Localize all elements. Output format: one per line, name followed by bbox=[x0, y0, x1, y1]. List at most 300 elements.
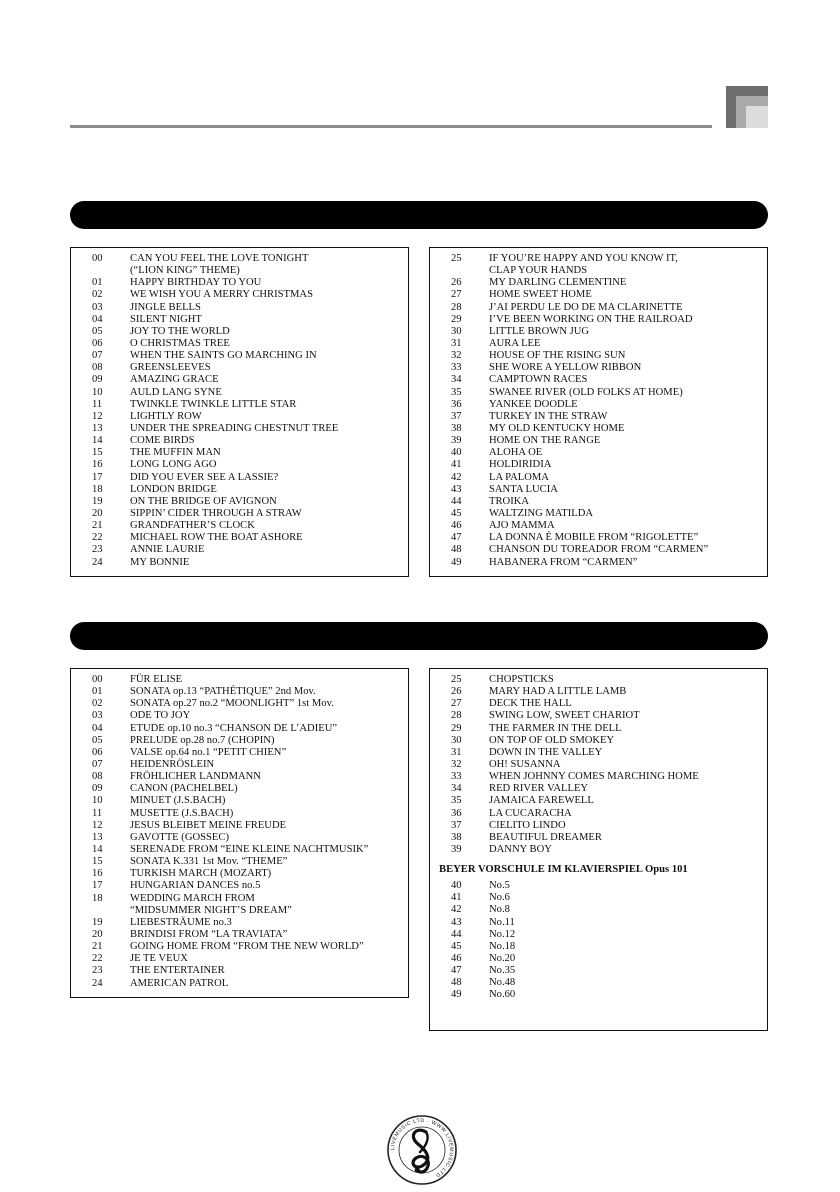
item-number: 38 bbox=[451, 831, 462, 843]
item-title: JE TE VEUX bbox=[130, 953, 188, 965]
item-title: IF YOU’RE HAPPY AND YOU KNOW IT, bbox=[489, 253, 678, 264]
item-number: 11 bbox=[92, 807, 103, 819]
item-number: 03 bbox=[92, 301, 103, 313]
list-item bbox=[71, 338, 408, 350]
list-item bbox=[430, 771, 767, 783]
item-title: AMAZING GRACE bbox=[130, 374, 219, 386]
list-item bbox=[430, 965, 767, 977]
section2-right-beyer bbox=[430, 880, 767, 1001]
list-item bbox=[430, 747, 767, 759]
item-number: 13 bbox=[92, 422, 103, 434]
item-number: 07 bbox=[92, 758, 103, 770]
list-item bbox=[71, 686, 408, 698]
item-number: 01 bbox=[92, 686, 103, 698]
item-number: 10 bbox=[92, 795, 103, 807]
item-number: 09 bbox=[92, 783, 103, 795]
item-number: 14 bbox=[92, 843, 103, 855]
item-title: SERENADE FROM “EINE KLEINE NACHTMUSIK” bbox=[130, 843, 369, 855]
item-title: COME BIRDS bbox=[130, 435, 195, 447]
item-title: TURKISH MARCH (MOZART) bbox=[130, 868, 272, 880]
item-number: 16 bbox=[92, 459, 103, 471]
list-item bbox=[430, 399, 767, 411]
item-title: JINGLE BELLS bbox=[130, 301, 201, 313]
item-title: SWING LOW, SWEET CHARIOT bbox=[489, 710, 640, 722]
item-number: 28 bbox=[451, 301, 462, 313]
list-item bbox=[71, 771, 408, 783]
list-item bbox=[430, 508, 767, 520]
item-number: 29 bbox=[451, 722, 462, 734]
item-title: MUSETTE (J.S.BACH) bbox=[130, 807, 234, 819]
list-item bbox=[71, 532, 408, 544]
item-title: SIPPIN’ CIDER THROUGH A STRAW bbox=[130, 507, 302, 519]
list-item bbox=[71, 808, 408, 820]
item-title: ALOHA OE bbox=[489, 447, 543, 459]
list-item bbox=[71, 832, 408, 844]
item-number: 39 bbox=[451, 435, 462, 447]
list-item bbox=[71, 735, 408, 747]
list-item bbox=[71, 314, 408, 326]
item-number: 12 bbox=[92, 819, 103, 831]
item-title: SONATA op.13 “PATHÉTIQUE” 2nd Mov. bbox=[130, 686, 316, 698]
item-number: 02 bbox=[92, 698, 103, 710]
item-title: MY BONNIE bbox=[130, 556, 190, 568]
item-title: CHOPSTICKS bbox=[489, 674, 554, 685]
list-item bbox=[71, 508, 408, 520]
section2-left-list bbox=[70, 668, 409, 998]
list-item bbox=[71, 326, 408, 338]
item-number: 18 bbox=[92, 892, 103, 904]
item-title: AMERICAN PATROL bbox=[130, 977, 229, 989]
item-title: LONG LONG AGO bbox=[130, 459, 217, 471]
list-item bbox=[71, 905, 408, 917]
item-number: 34 bbox=[451, 783, 462, 795]
item-number: 32 bbox=[451, 758, 462, 770]
item-number: 49 bbox=[451, 556, 462, 568]
item-number: 03 bbox=[92, 710, 103, 722]
item-title: ON TOP OF OLD SMOKEY bbox=[489, 734, 615, 746]
list-item bbox=[430, 289, 767, 301]
item-title: HAPPY BIRTHDAY TO YOU bbox=[130, 277, 262, 289]
list-item bbox=[430, 253, 767, 265]
list-item bbox=[71, 557, 408, 569]
item-number: 25 bbox=[451, 674, 462, 685]
list-item bbox=[430, 795, 767, 807]
list-item bbox=[71, 759, 408, 771]
item-number: 14 bbox=[92, 435, 103, 447]
item-number bbox=[430, 265, 489, 277]
list-item bbox=[430, 459, 767, 471]
list-item bbox=[71, 253, 408, 265]
item-title: ODE TO JOY bbox=[130, 710, 191, 722]
list-item bbox=[430, 302, 767, 314]
list-item bbox=[71, 965, 408, 977]
item-number: 47 bbox=[451, 532, 462, 544]
item-title: THE ENTERTAINER bbox=[130, 965, 225, 977]
item-title: WHEN JOHNNY COMES MARCHING HOME bbox=[489, 771, 699, 783]
item-number: 37 bbox=[451, 819, 462, 831]
list-item bbox=[430, 892, 767, 904]
item-title: HOUSE OF THE RISING SUN bbox=[489, 350, 626, 362]
item-title: CLAP YOUR HANDS bbox=[489, 265, 588, 277]
item-number: 22 bbox=[92, 532, 103, 544]
logo-ring-text: LIVEMUSIC LTD · WWW.LIVEMUSIC.LTD bbox=[389, 1117, 455, 1179]
item-title: YANKEE DOODLE bbox=[489, 398, 578, 410]
list-item bbox=[71, 929, 408, 941]
item-number: 07 bbox=[92, 350, 103, 362]
item-number: 27 bbox=[451, 289, 462, 301]
list-item bbox=[71, 893, 408, 905]
item-title: JOY TO THE WORLD bbox=[130, 325, 230, 337]
list-item bbox=[71, 399, 408, 411]
list-item bbox=[430, 277, 767, 289]
item-number: 21 bbox=[92, 520, 103, 532]
item-number: 30 bbox=[451, 734, 462, 746]
item-title: HUNGARIAN DANCES no.5 bbox=[130, 880, 261, 892]
item-title: GOING HOME FROM “FROM THE NEW WORLD” bbox=[130, 941, 364, 953]
list-item bbox=[430, 350, 767, 362]
item-number: 44 bbox=[451, 928, 462, 940]
item-title: OH! SUSANNA bbox=[489, 758, 561, 770]
list-item bbox=[430, 435, 767, 447]
item-number: 20 bbox=[92, 928, 103, 940]
item-title: CAN YOU FEEL THE LOVE TONIGHT bbox=[130, 253, 309, 264]
item-title: DID YOU EVER SEE A LASSIE? bbox=[130, 471, 279, 483]
item-number: 05 bbox=[92, 325, 103, 337]
item-title: MY DARLING CLEMENTINE bbox=[489, 277, 627, 289]
list-item bbox=[71, 941, 408, 953]
item-number: 15 bbox=[92, 856, 103, 868]
item-title: No.6 bbox=[489, 892, 510, 904]
list-item bbox=[71, 844, 408, 856]
item-number: 31 bbox=[451, 746, 462, 758]
item-title: AURA LEE bbox=[489, 337, 541, 349]
list-item bbox=[430, 880, 767, 892]
item-title: HABANERA FROM “CARMEN” bbox=[489, 556, 638, 568]
item-title: AJO MAMMA bbox=[489, 520, 555, 532]
item-title: LA DONNA É MOBILE FROM “RIGOLETTE” bbox=[489, 532, 699, 544]
item-title: HOME ON THE RANGE bbox=[489, 435, 601, 447]
item-title: CAMPTOWN RACES bbox=[489, 374, 588, 386]
list-item bbox=[430, 686, 767, 698]
item-title: VALSE op.64 no.1 “PETIT CHIEN” bbox=[130, 746, 287, 758]
list-item bbox=[430, 783, 767, 795]
list-item bbox=[430, 832, 767, 844]
list-item bbox=[71, 472, 408, 484]
header-rule bbox=[70, 125, 712, 128]
list-item bbox=[430, 820, 767, 832]
list-item bbox=[71, 698, 408, 710]
list-item bbox=[430, 362, 767, 374]
list-item bbox=[71, 362, 408, 374]
item-title: LONDON BRIDGE bbox=[130, 483, 217, 495]
item-number: 48 bbox=[451, 977, 462, 989]
item-title: No.5 bbox=[489, 880, 510, 892]
item-title: SHE WORE A YELLOW RIBBON bbox=[489, 362, 642, 374]
item-number: 39 bbox=[451, 843, 462, 855]
item-title: No.11 bbox=[489, 916, 515, 928]
item-number: 35 bbox=[451, 386, 462, 398]
item-title: JAMAICA FAREWELL bbox=[489, 795, 594, 807]
item-title: MICHAEL ROW THE BOAT ASHORE bbox=[130, 532, 303, 544]
section2-header-bar bbox=[70, 622, 768, 650]
item-title: DECK THE HALL bbox=[489, 698, 572, 710]
item-title: MY OLD KENTUCKY HOME bbox=[489, 422, 625, 434]
item-number: 41 bbox=[451, 459, 462, 471]
item-title: HOLDIRIDIA bbox=[489, 459, 552, 471]
item-title: WALTZING MATILDA bbox=[489, 507, 594, 519]
item-title: SONATA op.27 no.2 “MOONLIGHT” 1st Mov. bbox=[130, 698, 334, 710]
item-title: TWINKLE TWINKLE LITTLE STAR bbox=[130, 398, 297, 410]
item-title: TURKEY IN THE STRAW bbox=[489, 410, 608, 422]
list-item bbox=[430, 929, 767, 941]
list-item bbox=[430, 484, 767, 496]
item-title: LIGHTLY ROW bbox=[130, 410, 202, 422]
item-number: 25 bbox=[451, 253, 462, 264]
section1-header-bar bbox=[70, 201, 768, 229]
item-number: 46 bbox=[451, 520, 462, 532]
list-item bbox=[430, 265, 767, 277]
item-title: SONATA K.331 1st Mov. “THEME” bbox=[130, 856, 288, 868]
list-item bbox=[430, 326, 767, 338]
list-item bbox=[430, 520, 767, 532]
item-number: 43 bbox=[451, 483, 462, 495]
item-number: 01 bbox=[92, 277, 103, 289]
item-title: No.12 bbox=[489, 928, 516, 940]
list-item bbox=[71, 435, 408, 447]
list-item bbox=[71, 674, 408, 686]
list-item bbox=[430, 411, 767, 423]
item-number: 26 bbox=[451, 277, 462, 289]
item-number: 06 bbox=[92, 746, 103, 758]
item-number bbox=[71, 905, 130, 917]
section2-right-list bbox=[429, 668, 768, 1031]
list-item bbox=[430, 698, 767, 710]
item-number: 49 bbox=[451, 989, 462, 1001]
item-number: 35 bbox=[451, 795, 462, 807]
item-number: 32 bbox=[451, 350, 462, 362]
list-item bbox=[71, 289, 408, 301]
item-title: SWANEE RIVER (OLD FOLKS AT HOME) bbox=[489, 386, 683, 398]
list-item bbox=[71, 820, 408, 832]
list-item bbox=[430, 544, 767, 556]
list-item bbox=[430, 989, 767, 1001]
item-title: No.8 bbox=[489, 904, 510, 916]
list-item bbox=[430, 977, 767, 989]
list-item bbox=[71, 484, 408, 496]
item-number: 47 bbox=[451, 965, 462, 977]
item-title: CHANSON DU TOREADOR FROM “CARMEN” bbox=[489, 544, 709, 556]
list-item bbox=[71, 459, 408, 471]
item-number: 17 bbox=[92, 471, 103, 483]
item-number: 28 bbox=[451, 710, 462, 722]
list-item bbox=[71, 856, 408, 868]
item-number: 45 bbox=[451, 940, 462, 952]
list-item bbox=[430, 710, 767, 722]
item-title: I’VE BEEN WORKING ON THE RAILROAD bbox=[489, 313, 693, 325]
item-title: GAVOTTE (GOSSEC) bbox=[130, 831, 229, 843]
item-number: 36 bbox=[451, 398, 462, 410]
list-item bbox=[430, 735, 767, 747]
list-item bbox=[430, 447, 767, 459]
item-number: 42 bbox=[451, 904, 462, 916]
list-item bbox=[430, 953, 767, 965]
item-title: No.60 bbox=[489, 989, 516, 1001]
item-number: 00 bbox=[92, 253, 103, 264]
list-item bbox=[430, 844, 767, 856]
item-title: ETUDE op.10 no.3 “CHANSON DE L’ADIEU” bbox=[130, 722, 338, 734]
item-number: 19 bbox=[92, 916, 103, 928]
list-item bbox=[71, 277, 408, 289]
list-item bbox=[430, 759, 767, 771]
item-number: 42 bbox=[451, 471, 462, 483]
list-item bbox=[430, 338, 767, 350]
item-number: 31 bbox=[451, 337, 462, 349]
list-item bbox=[71, 423, 408, 435]
section1-left-list bbox=[70, 247, 409, 577]
item-number: 45 bbox=[451, 507, 462, 519]
item-title: No.48 bbox=[489, 977, 516, 989]
item-number: 00 bbox=[92, 674, 103, 685]
section2-right-main bbox=[430, 674, 767, 856]
item-title: HOME SWEET HOME bbox=[489, 289, 592, 301]
item-title: SANTA LUCIA bbox=[489, 483, 558, 495]
item-title: J’AI PERDU LE DO DE MA CLARINETTE bbox=[489, 301, 683, 313]
item-number: 15 bbox=[92, 447, 103, 459]
item-number: 08 bbox=[92, 362, 103, 374]
list-item bbox=[71, 302, 408, 314]
item-number: 40 bbox=[451, 880, 462, 892]
item-number: 12 bbox=[92, 410, 103, 422]
beyer-subheading: BEYER VORSCHULE IM KLAVIERSPIEL Opus 101 bbox=[439, 864, 688, 876]
item-title: RED RIVER VALLEY bbox=[489, 783, 589, 795]
item-title: CANON (PACHELBEL) bbox=[130, 783, 238, 795]
item-number: 33 bbox=[451, 771, 462, 783]
item-title: “MIDSUMMER NIGHT’S DREAM” bbox=[130, 904, 292, 916]
item-number: 16 bbox=[92, 868, 103, 880]
list-item bbox=[71, 747, 408, 759]
item-number: 21 bbox=[92, 941, 103, 953]
item-number: 06 bbox=[92, 337, 103, 349]
item-title: No.18 bbox=[489, 940, 516, 952]
item-title: PRELUDE op.28 no.7 (CHOPIN) bbox=[130, 734, 275, 746]
item-number: 24 bbox=[92, 977, 103, 989]
item-number: 26 bbox=[451, 686, 462, 698]
item-title: TROIKA bbox=[489, 495, 530, 507]
item-title: LA PALOMA bbox=[489, 471, 549, 483]
item-title: O CHRISTMAS TREE bbox=[130, 337, 230, 349]
item-number: 17 bbox=[92, 880, 103, 892]
item-number: 04 bbox=[92, 313, 103, 325]
item-number: 08 bbox=[92, 771, 103, 783]
item-number: 04 bbox=[92, 722, 103, 734]
item-title: BEAUTIFUL DREAMER bbox=[489, 831, 602, 843]
item-number: 27 bbox=[451, 698, 462, 710]
item-title: THE FARMER IN THE DELL bbox=[489, 722, 622, 734]
item-title: WHEN THE SAINTS GO MARCHING IN bbox=[130, 350, 317, 362]
list-item bbox=[71, 350, 408, 362]
list-item bbox=[71, 723, 408, 735]
list-item bbox=[430, 808, 767, 820]
list-item bbox=[430, 904, 767, 916]
item-title: UNDER THE SPREADING CHESTNUT TREE bbox=[130, 422, 339, 434]
list-item bbox=[430, 387, 767, 399]
list-item bbox=[71, 795, 408, 807]
list-item bbox=[430, 557, 767, 569]
item-title: MARY HAD A LITTLE LAMB bbox=[489, 686, 627, 698]
item-number: 20 bbox=[92, 507, 103, 519]
item-title: JESUS BLEIBET MEINE FREUDE bbox=[130, 819, 287, 831]
item-title: WEDDING MARCH FROM bbox=[130, 892, 255, 904]
treble-clef-logo bbox=[386, 1112, 458, 1188]
item-number: 11 bbox=[92, 398, 103, 410]
list-item bbox=[71, 978, 408, 990]
item-title: No.20 bbox=[489, 952, 516, 964]
list-item bbox=[71, 880, 408, 892]
list-item bbox=[71, 710, 408, 722]
item-title: DOWN IN THE VALLEY bbox=[489, 746, 603, 758]
list-item bbox=[71, 374, 408, 386]
list-item bbox=[71, 868, 408, 880]
list-item bbox=[71, 496, 408, 508]
list-item bbox=[71, 265, 408, 277]
list-item bbox=[71, 520, 408, 532]
item-number: 23 bbox=[92, 965, 103, 977]
item-number: 18 bbox=[92, 483, 103, 495]
item-number: 40 bbox=[451, 447, 462, 459]
item-number: 36 bbox=[451, 807, 462, 819]
list-item bbox=[430, 674, 767, 686]
item-number: 41 bbox=[451, 892, 462, 904]
item-number: 13 bbox=[92, 831, 103, 843]
section1-right-list bbox=[429, 247, 768, 577]
item-number: 30 bbox=[451, 325, 462, 337]
item-number: 38 bbox=[451, 422, 462, 434]
list-item bbox=[71, 917, 408, 929]
list-item bbox=[430, 423, 767, 435]
item-number: 46 bbox=[451, 952, 462, 964]
item-title: LA CUCARACHA bbox=[489, 807, 572, 819]
item-title: HEIDENRÖSLEIN bbox=[130, 758, 215, 770]
list-item bbox=[430, 917, 767, 929]
list-item bbox=[71, 783, 408, 795]
item-number: 29 bbox=[451, 313, 462, 325]
item-number: 44 bbox=[451, 495, 462, 507]
list-item bbox=[71, 387, 408, 399]
list-item bbox=[71, 411, 408, 423]
item-number: 48 bbox=[451, 544, 462, 556]
item-title: No.35 bbox=[489, 965, 516, 977]
item-title: FRÖHLICHER LANDMANN bbox=[130, 771, 261, 783]
item-title: GREENSLEEVES bbox=[130, 362, 211, 374]
item-title: AULD LANG SYNE bbox=[130, 386, 222, 398]
list-item bbox=[71, 447, 408, 459]
list-item bbox=[430, 941, 767, 953]
item-number: 23 bbox=[92, 544, 103, 556]
list-item bbox=[430, 374, 767, 386]
item-number: 37 bbox=[451, 410, 462, 422]
item-title: LITTLE BROWN JUG bbox=[489, 325, 590, 337]
item-title: LIEBESTRÄUME no.3 bbox=[130, 916, 232, 928]
list-item bbox=[430, 314, 767, 326]
item-number: 19 bbox=[92, 495, 103, 507]
item-title: ON THE BRIDGE OF AVIGNON bbox=[130, 495, 277, 507]
list-item bbox=[430, 532, 767, 544]
item-title: FÜR ELISE bbox=[130, 674, 183, 685]
item-number: 22 bbox=[92, 953, 103, 965]
item-title: (“LION KING” THEME) bbox=[130, 265, 240, 277]
item-title: GRANDFATHER’S CLOCK bbox=[130, 520, 255, 532]
item-number: 10 bbox=[92, 386, 103, 398]
